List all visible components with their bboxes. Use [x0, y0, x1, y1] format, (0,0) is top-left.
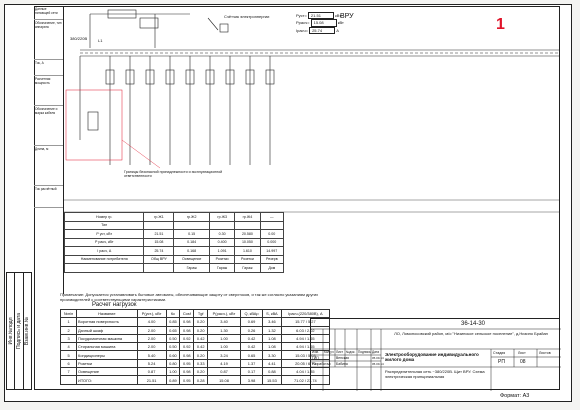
row-header: Ток расчётный — [34, 186, 63, 208]
col-header: Лист — [336, 350, 343, 354]
spec-row: Pуст= 21.51 кВт — [296, 13, 342, 18]
developer-label: Разработал — [312, 362, 331, 366]
calc-title: Расчет нагрузок — [92, 302, 137, 308]
row-header: Данные питающей сети — [34, 6, 63, 20]
sheet-value: 08 — [520, 359, 526, 365]
table-total-row: ИТОГО: 21.51 0.89 0.95 0.28 15.08 3.98 15.53 71.02 / 23.74 — [61, 376, 330, 384]
load-calculation-table — [60, 309, 330, 385]
gip-label: ГИП — [312, 356, 319, 360]
table-row: P расч, кВт 15.08 0.184 0.400 10.050 0.000 — [65, 238, 284, 247]
table-row: P уст, кВт 21.51 0.15 0.30 20.580 0.00 — [65, 230, 284, 239]
col-header: №док. — [346, 350, 356, 354]
circuit-parameters-table — [64, 212, 284, 273]
col-header: Кол.уч — [324, 350, 334, 354]
row-header: Обозначение, тип аппарата — [34, 20, 63, 60]
date: 05.09.14 — [372, 362, 384, 366]
table-row: Гараж Гараж Гараж Дом — [65, 264, 284, 273]
row-header: Ток, А — [34, 60, 63, 76]
sheet-title: Распределительная сеть ~380/220В. Щит ВРУ. Схема электрическая принципиальная — [385, 369, 485, 379]
date: 05.09.14 — [372, 356, 384, 360]
boundary-note: Границы безопасной принадлежности и эксплуатационной ответственности — [124, 170, 223, 179]
col-header: Дата — [372, 350, 380, 354]
title-block — [310, 318, 560, 390]
sheet-header: Лист — [518, 351, 526, 355]
vru-label: ВРУ — [340, 13, 354, 20]
stage-value: РП — [498, 359, 505, 365]
table-row: Наименование потребителя Общ ВРУ Освещение Розетки Розетки Резерв — [65, 255, 284, 264]
document-code: 36-14-30 — [461, 321, 486, 327]
load-spec — [296, 12, 344, 34]
gip-name: Венская — [336, 356, 349, 360]
spec-row: Iрасч= 25.74 А — [296, 27, 339, 33]
table-row: 7 Освещение 0.87 1.00 0.98 0.20 0.87 0.17 0.88 4.04 / 1.35 — [61, 368, 330, 376]
spec-row: Pрасч= 15.08 кВт — [296, 20, 344, 26]
developer-name: Бабина — [336, 362, 348, 366]
table-row: I расч, А 25.74 0.168 1.091 1.610 14.997 — [65, 247, 284, 256]
binding-label: Инв.№подл — [7, 317, 14, 345]
row-header: Обозначение и марка кабеля — [34, 106, 63, 146]
table-row: 4 Стиральная машина 2.00 0.50 0.92 0.42 1.00 0.42 1.08 4.94 / 1.65 — [61, 343, 330, 351]
format-label: Формат: А3 — [500, 393, 530, 399]
col-header: Подпись — [358, 350, 371, 354]
table-row: 6 Розетки 5.24 0.80 0.95 0.33 4.19 1.37 4.41 20.05 / 6.70 — [61, 359, 330, 367]
table-row: 1 Воротная поверхность 4.00 0.85 0.98 0.20 3.40 0.69 3.46 15.77 / 5.27 — [61, 318, 330, 326]
incoming-voltage: 380/220В — [70, 36, 88, 41]
row-header: Длина, м — [34, 146, 63, 186]
section-label: L1 — [98, 38, 103, 43]
meter-label: Счётчик электроэнергии — [224, 14, 270, 19]
project-title: ЛО, Ломоносовский район, м/о "Низинское сельское поселение", д.Низино Брайан — [394, 331, 548, 336]
sheets-header: Листов — [539, 351, 551, 355]
table-row: Тип — [65, 221, 284, 230]
row-header: Расчетная мощность — [34, 76, 63, 106]
table-row: 3 Посудомоечная машина 2.00 0.50 0.92 0.42 1.00 0.42 1.08 4.94 / 1.65 — [61, 334, 330, 342]
col-header: Изм. — [312, 350, 319, 354]
table-row: 5 Кондиционеры 5.40 0.60 0.98 0.20 3.24 0.65 3.30 15.03 / 5.03 — [61, 351, 330, 359]
table-row: Номер гр. гр.Ж1 гр.Ж2 гр.Ж3 гр.Ж4 — — [65, 213, 284, 222]
object-title: Электрооборудование индивидуального жилого дома — [385, 352, 479, 363]
binding-label: Взам.инв.№ — [24, 316, 31, 346]
stage-header: Стадия — [493, 351, 506, 355]
drawing-note: Примечание: Допускается устанавливать бытовые автоматы, обеспечивающие защиту от сверхтоков, и так же согласно указаниям других производителей с соответствующими характеристиками. — [60, 292, 319, 302]
binding-label: Подпись и дата — [15, 313, 22, 349]
table-header-row: №п/п Название P(уст.), кВт Кс Cosf Tgf P(расч.), кВт Q, кВАр S, кВА Iрасч.(220/380В), А — [61, 310, 330, 318]
sheet-marker-number: 1 — [496, 16, 505, 33]
table-row: 2 Дачный шкаф 2.00 0.65 0.98 0.20 1.30 0.26 1.32 6.03 / 2.02 — [61, 326, 330, 334]
